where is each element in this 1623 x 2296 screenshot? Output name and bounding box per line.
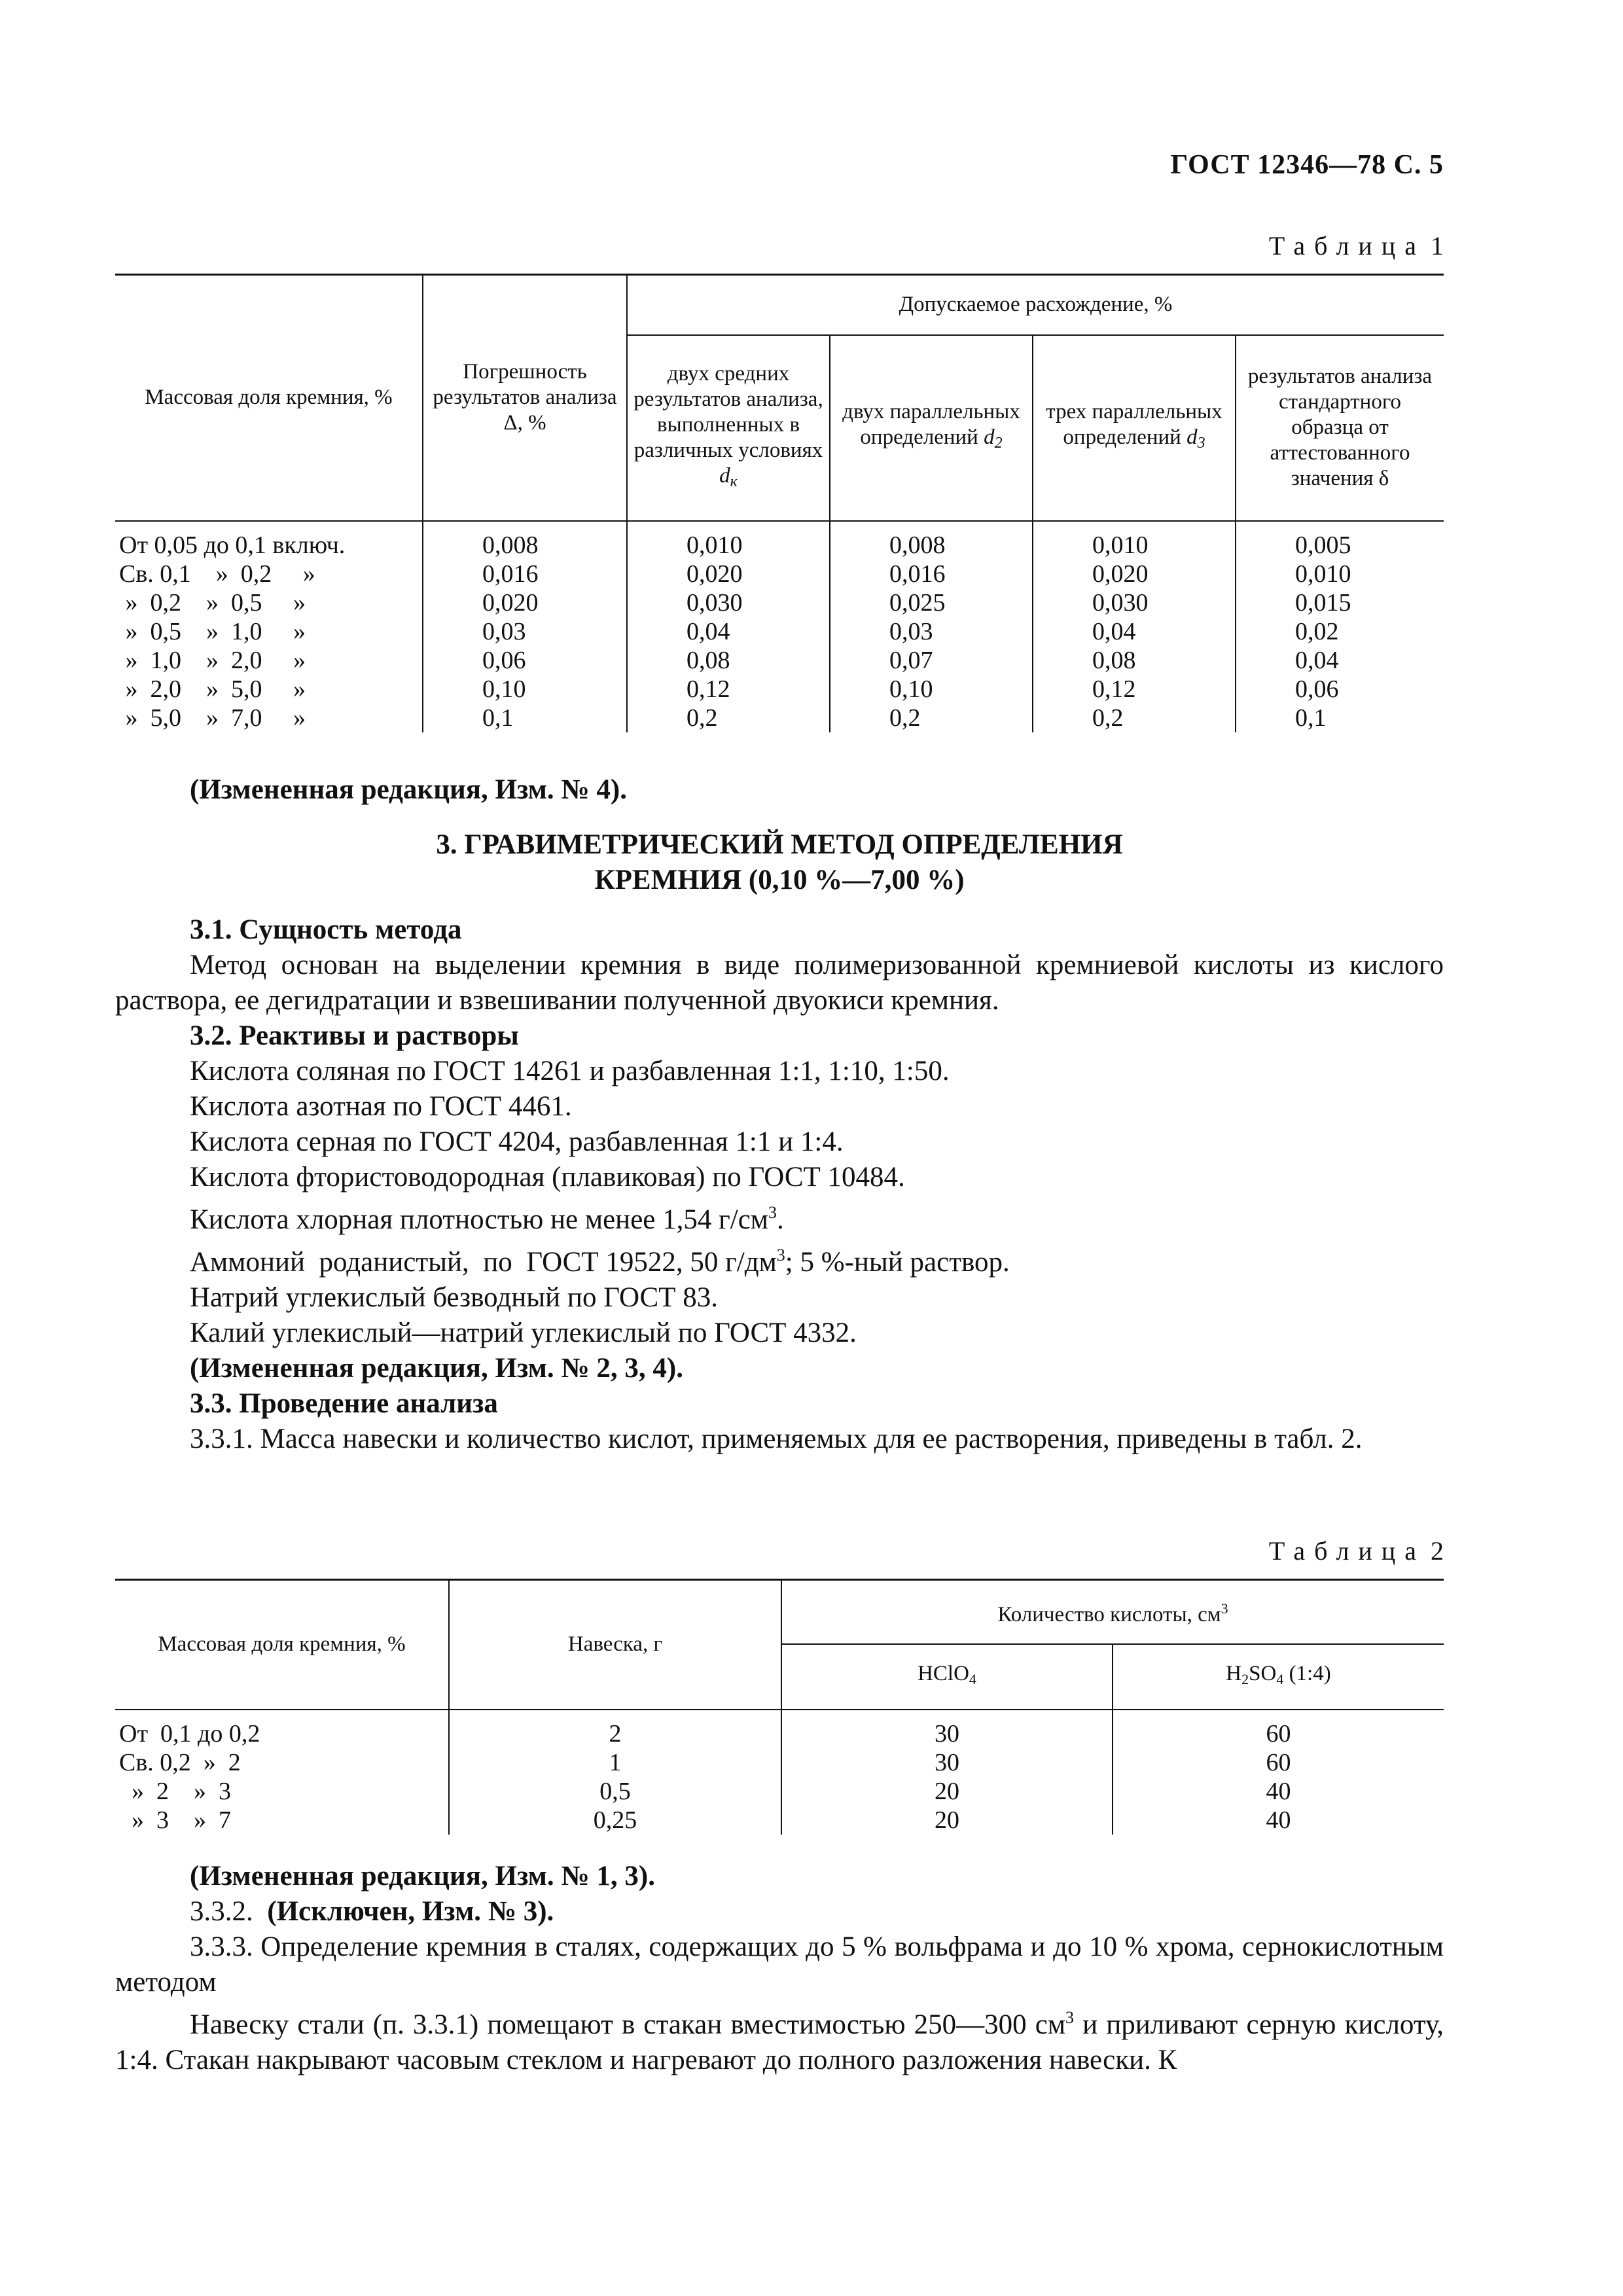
reagent-item: Кислота соляная по ГОСТ 14261 и разбавленная 1:1, 1:10, 1:50. bbox=[190, 1056, 950, 1086]
table1-cell-dk: 0,030 bbox=[627, 588, 830, 617]
table1-row bbox=[115, 560, 1444, 588]
table1-row bbox=[115, 617, 1444, 646]
table2-cell-mass: 0,5 bbox=[449, 1777, 781, 1806]
table1-cell-error: 0,06 bbox=[423, 646, 627, 675]
table2-cell-hclo4: 20 bbox=[781, 1806, 1113, 1835]
table1-cell-d3: 0,04 bbox=[1033, 617, 1236, 646]
table1-head-group: Допускаемое расхождение, % bbox=[627, 275, 1444, 335]
table1-cell-error: 0,020 bbox=[423, 588, 627, 617]
table1-head-error: Погрешность результатов анализа Δ, % bbox=[423, 275, 627, 521]
table1-head-d2 bbox=[830, 335, 1033, 521]
table1-cell-d2: 0,016 bbox=[830, 560, 1033, 588]
text-block-2 bbox=[115, 1859, 1444, 2078]
table1-head-dk-sym: d bbox=[719, 463, 730, 488]
reagent-item bbox=[115, 1195, 1444, 1238]
table1-row bbox=[115, 675, 1444, 704]
table2-label bbox=[1269, 1535, 1444, 1566]
table1-cell-d2: 0,008 bbox=[830, 521, 1033, 560]
subscript: 4 bbox=[1276, 1671, 1284, 1687]
table1-cell-delta: 0,015 bbox=[1236, 588, 1444, 617]
table1-cell-delta: 0,04 bbox=[1236, 646, 1444, 675]
table1-cell-d2: 0,10 bbox=[830, 675, 1033, 704]
table1-label-word: Таблица bbox=[1268, 231, 1425, 260]
reagent-item: Кислота фтористоводородная (плавиковая) по ГОСТ 10484. bbox=[190, 1162, 905, 1193]
reagent-item: Натрий углекислый безводный по ГОСТ 83. bbox=[190, 1282, 719, 1313]
table2-label-word: Таблица bbox=[1268, 1536, 1425, 1566]
table1-head-mass-fraction: Массовая доля кремния, % bbox=[115, 275, 423, 521]
section-title-line1: 3. ГРАВИМЕТРИЧЕСКИЙ МЕТОД ОПРЕДЕЛЕНИЯ bbox=[436, 829, 1123, 860]
table1-row bbox=[115, 588, 1444, 617]
table1-cell-d3: 0,020 bbox=[1033, 560, 1236, 588]
table2-cell-range: » 2 » 3 bbox=[119, 1777, 231, 1805]
table1-cell-delta: 0,010 bbox=[1236, 560, 1444, 588]
subsection-heading: 3.2. Реактивы и растворы bbox=[190, 1020, 519, 1051]
paragraph-text: Навеску стали (п. 3.3.1) помещают в стакан вместимостью 250—300 см bbox=[190, 2009, 1066, 2040]
table2-head-hclo4 bbox=[781, 1644, 1113, 1710]
table2-cell-hclo4: 20 bbox=[781, 1777, 1113, 1806]
table1-head-delta: результатов анализа стандартного образца от аттестованного значения δ bbox=[1236, 335, 1444, 521]
table1-label bbox=[1269, 230, 1444, 261]
table1 bbox=[115, 274, 1444, 732]
table1-cell-error: 0,10 bbox=[423, 675, 627, 704]
reagent-item: Калий углекислый—натрий углекислый по ГОСТ 4332. bbox=[190, 1318, 857, 1348]
table1-cell-dk: 0,08 bbox=[627, 646, 830, 675]
reagent-item: Кислота серная по ГОСТ 4204, разбавленная 1:1 и 1:4. bbox=[190, 1126, 844, 1157]
table2-head-h2so4 bbox=[1113, 1644, 1444, 1710]
table1-cell-error: 0,008 bbox=[423, 521, 627, 560]
table1-head-d3 bbox=[1033, 335, 1236, 521]
table1-cell-delta: 0,06 bbox=[1236, 675, 1444, 704]
amendment-note: (Измененная редакция, Изм. № 1, 3). bbox=[190, 1861, 655, 1892]
table1-cell-range: » 0,5 » 1,0 » bbox=[119, 617, 306, 645]
table2-row bbox=[115, 1710, 1444, 1748]
reagent-item bbox=[115, 1238, 1444, 1280]
subsection-heading: 3.3. Проведение анализа bbox=[190, 1388, 498, 1419]
table2-head-mass-fraction: Массовая доля кремния, % bbox=[115, 1580, 449, 1710]
clause-number: 3.3.2. bbox=[190, 1896, 268, 1927]
table1-cell-dk: 0,12 bbox=[627, 675, 830, 704]
table1-cell-d2: 0,03 bbox=[830, 617, 1033, 646]
table1-head-dk-text: двух средних результатов анализа, выполненных в различных условиях bbox=[633, 361, 823, 462]
paragraph: Метод основан на выделении кремния в виде полимеризованной кремниевой кислоты из кислого раствора, ее дегидратации и взвешивании полученной двуокиси кремния. bbox=[115, 950, 1444, 1016]
table2-cell-mass: 2 bbox=[449, 1710, 781, 1748]
table1-cell-error: 0,016 bbox=[423, 560, 627, 588]
table1-cell-dk: 0,2 bbox=[627, 704, 830, 732]
excluded-note: (Исключен, Изм. № 3). bbox=[267, 1896, 554, 1927]
paragraph bbox=[115, 2000, 1444, 2078]
amendment-note: (Измененная редакция, Изм. № 2, 3, 4). bbox=[190, 1353, 683, 1384]
formula-text: SO bbox=[1249, 1662, 1277, 1685]
subsection-heading: 3.1. Сущность метода bbox=[190, 914, 462, 945]
superscript: 3 bbox=[768, 1203, 777, 1222]
table2-cell-range: » 3 » 7 bbox=[119, 1806, 231, 1834]
table1-cell-dk: 0,020 bbox=[627, 560, 830, 588]
formula-text: (1:4) bbox=[1283, 1662, 1331, 1685]
superscript: 3 bbox=[776, 1246, 785, 1265]
table1-cell-d3: 0,2 bbox=[1033, 704, 1236, 732]
table2-head-acid-group bbox=[781, 1580, 1444, 1644]
table1-cell-range: » 0,2 » 0,5 » bbox=[119, 588, 306, 617]
table2-head-acid-text: Количество кислоты, см bbox=[997, 1603, 1221, 1627]
table1-cell-range: Св. 0,1 » 0,2 » bbox=[119, 560, 315, 588]
table1-label-num: 1 bbox=[1431, 231, 1444, 260]
subscript: 4 bbox=[969, 1671, 976, 1687]
table1-cell-range: » 5,0 » 7,0 » bbox=[119, 704, 306, 732]
table2-row bbox=[115, 1777, 1444, 1806]
table1-cell-d2: 0,025 bbox=[830, 588, 1033, 617]
table1-cell-range: От 0,05 до 0,1 включ. bbox=[119, 531, 346, 559]
table2-cell-h2so4: 40 bbox=[1113, 1777, 1444, 1806]
text-block-1 bbox=[115, 772, 1444, 1457]
table1-head-d2-sym: d bbox=[984, 425, 995, 449]
paragraph: 3.3.3. Определение кремния в сталях, содержащих до 5 % вольфрама и до 10 % хрома, сернокислотным методом bbox=[115, 1931, 1444, 1998]
table1-head-dk bbox=[627, 335, 830, 521]
table1-cell-d2: 0,2 bbox=[830, 704, 1033, 732]
formula-text: HClO bbox=[918, 1662, 969, 1685]
table1-row bbox=[115, 521, 1444, 560]
table2-cell-mass: 1 bbox=[449, 1748, 781, 1777]
table1-head-d3-idx: 3 bbox=[1197, 435, 1205, 452]
table2-cell-range: Св. 0,2 » 2 bbox=[119, 1748, 241, 1776]
table1-cell-error: 0,1 bbox=[423, 704, 627, 732]
table2-head-sample-mass: Навеска, г bbox=[449, 1580, 781, 1710]
reagent-text: ; 5 %-ный раствор. bbox=[785, 1247, 1010, 1278]
table1-head-dk-idx: к bbox=[730, 473, 738, 490]
table1-head-d2-text: двух параллельных определений bbox=[842, 400, 1020, 449]
table2 bbox=[115, 1579, 1444, 1835]
table2-row bbox=[115, 1806, 1444, 1835]
table1-cell-d2: 0,07 bbox=[830, 646, 1033, 675]
paragraph bbox=[115, 1894, 1444, 1929]
table1-head-d2-idx: 2 bbox=[994, 435, 1003, 452]
table2-cell-range: От 0,1 до 0,2 bbox=[119, 1719, 260, 1748]
table1-head-d3-text: трех параллельных определений bbox=[1046, 400, 1222, 449]
table1-cell-d3: 0,12 bbox=[1033, 675, 1236, 704]
section-title bbox=[115, 827, 1444, 898]
table1-head-d3-sym: d bbox=[1186, 425, 1198, 449]
table2-row bbox=[115, 1748, 1444, 1777]
table2-cell-mass: 0,25 bbox=[449, 1806, 781, 1835]
superscript: 3 bbox=[1221, 1600, 1228, 1617]
table2-cell-h2so4: 60 bbox=[1113, 1710, 1444, 1748]
table2-cell-hclo4: 30 bbox=[781, 1748, 1113, 1777]
superscript: 3 bbox=[1065, 2008, 1075, 2027]
table1-cell-dk: 0,04 bbox=[627, 617, 830, 646]
table1-row bbox=[115, 646, 1444, 675]
reagent-text: Кислота хлорная плотностью не менее 1,54 г/см bbox=[190, 1204, 768, 1235]
subscript: 2 bbox=[1241, 1671, 1249, 1687]
reagent-text: . bbox=[777, 1204, 784, 1235]
table2-cell-hclo4: 30 bbox=[781, 1710, 1113, 1748]
table1-cell-d3: 0,030 bbox=[1033, 588, 1236, 617]
paragraph-text: и приливают серную кислоту, 1:4. Стакан накрывают часовым стеклом и нагревают до полного разложения навески. К bbox=[115, 2009, 1444, 2075]
table1-cell-delta: 0,02 bbox=[1236, 617, 1444, 646]
table1-cell-d3: 0,08 bbox=[1033, 646, 1236, 675]
table2-label-num: 2 bbox=[1431, 1536, 1444, 1566]
amendment-note: (Измененная редакция, Изм. № 4). bbox=[190, 774, 627, 805]
formula-text: H bbox=[1226, 1662, 1242, 1685]
table1-cell-range: » 2,0 » 5,0 » bbox=[119, 675, 306, 703]
table1-cell-dk: 0,010 bbox=[627, 521, 830, 560]
table1-cell-delta: 0,1 bbox=[1236, 704, 1444, 732]
reagent-item: Кислота азотная по ГОСТ 4461. bbox=[190, 1091, 572, 1122]
table1-cell-range: » 1,0 » 2,0 » bbox=[119, 646, 306, 674]
section-title-line2: КРЕМНИЯ (0,10 %—7,00 %) bbox=[594, 865, 965, 895]
table1-cell-d3: 0,010 bbox=[1033, 521, 1236, 560]
table1-row bbox=[115, 704, 1444, 732]
page-header: ГОСТ 12346—78 С. 5 bbox=[1170, 150, 1444, 180]
paragraph: 3.3.1. Масса навески и количество кислот, применяемых для ее растворения, приведены в табл. 2. bbox=[190, 1424, 1363, 1454]
table1-cell-error: 0,03 bbox=[423, 617, 627, 646]
table1-cell-delta: 0,005 bbox=[1236, 521, 1444, 560]
table2-cell-h2so4: 60 bbox=[1113, 1748, 1444, 1777]
table2-cell-h2so4: 40 bbox=[1113, 1806, 1444, 1835]
reagent-text: Аммоний роданистый, по ГОСТ 19522, 50 г/дм bbox=[190, 1247, 777, 1278]
